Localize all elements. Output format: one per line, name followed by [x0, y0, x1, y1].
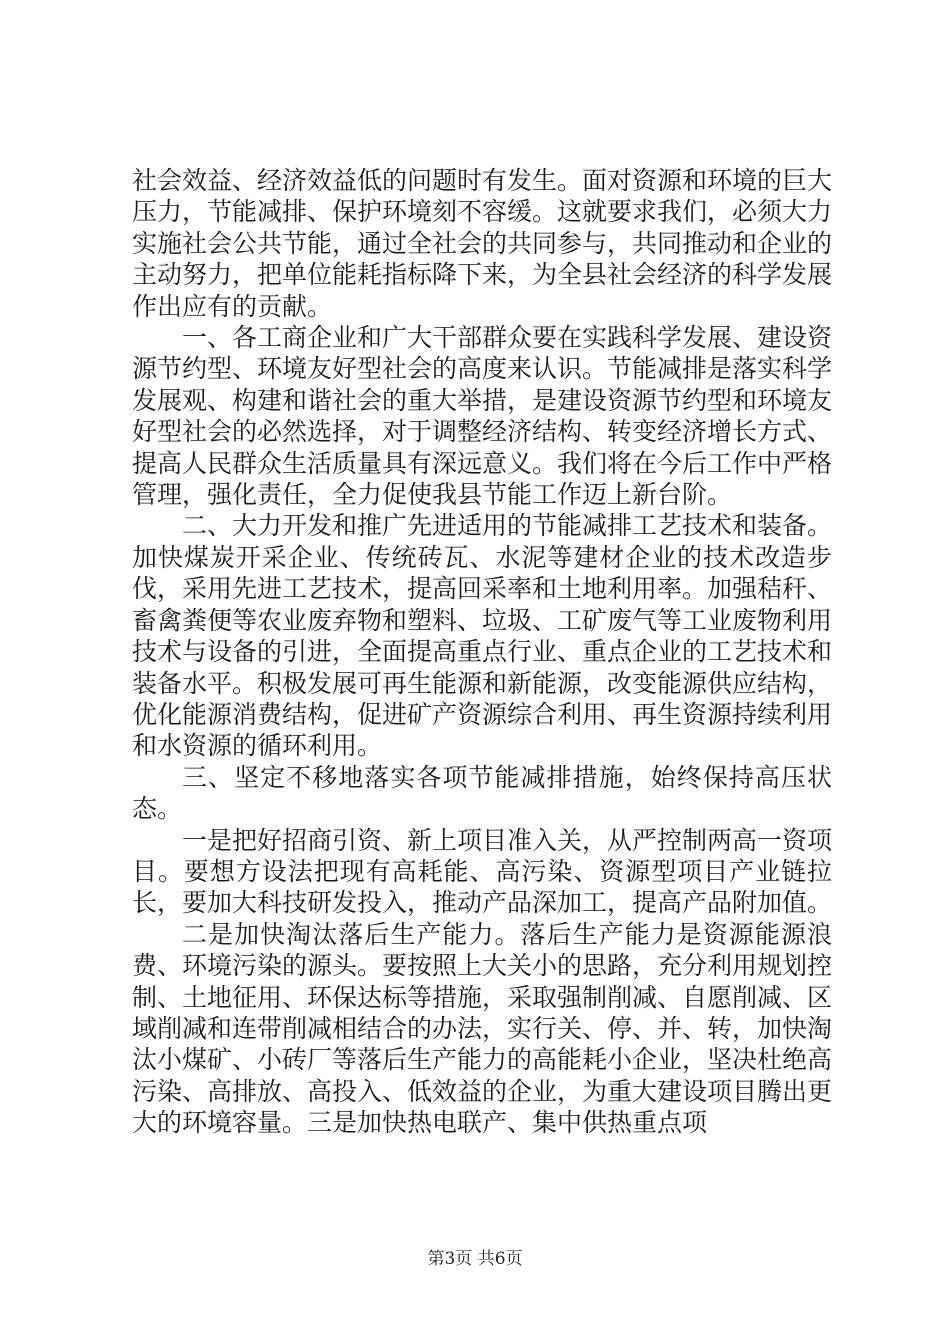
paragraph-item-two: 二是加快淘汰落后生产能力。落后生产能力是资源能源浪费、环境污染的源头。要按照上大关小的思路，充分利用规划控制、土地征用、环保达标等措施，采取强制削减、自愿削减、区域削减和连带削减相结合的办法，实行关、停、并、转，加快淘汰小煤矿、小砖厂等落后生产能力的高能耗小企业，坚决杜绝高污染、高排放、高投入、低效益的企业，为重大建设项目腾出更大的环境容量。三是加快热电联产、集中供热重点项: [132, 919, 833, 1138]
paragraph-section-two: 二、大力开发和推广先进适用的节能减排工艺技术和装备。加快煤炭开采企业、传统砖瓦、水泥等建材企业的技术改造步伐，采用先进工艺技术，提高回采率和土地利用率。加强秸秆、畜禽粪便等农业废弃物和塑料、垃圾、工矿废气等工业废物利用技术与设备的引进，全面提高重点行业、重点企业的工艺技术和装备水平。积极发展可再生能源和新能源，改变能源供应结构，优化能源消费结构，促进矿产资源综合利用、再生资源持续利用和水资源的循环利用。: [132, 511, 833, 761]
paragraph-item-one: 一是把好招商引资、新上项目准入关，从严控制两高一资项目。要想方设法把现有高耗能、高污染、资源型项目产业链拉长，要加大科技研发投入，推动产品深加工，提高产品附加值。: [132, 825, 833, 918]
paragraph-continuation: 社会效益、经济效益低的问题时有发生。面对资源和环境的巨大压力，节能减排、保护环境刻不容缓。这就要求我们，必须大力实施社会公共节能，通过全社会的共同参与，共同推动和企业的主动努力，把单位能耗指标降下来，为全县社会经济的科学发展作出应有的贡献。: [132, 166, 833, 321]
paragraph-section-one: 一、各工商企业和广大干部群众要在实践科学发展、建设资源节约型、环境友好型社会的高度来认识。节能减排是落实科学发展观、构建和谐社会的重大举措，是建设资源节约型和环境友好型社会的必然选择，对于调整经济结构、转变经济增长方式、提高人民群众生活质量具有深远意义。我们将在今后工作中严格管理，强化责任，全力促使我县节能工作迈上新台阶。: [132, 323, 833, 510]
page-number-footer: 第3页 共6页: [427, 1249, 523, 1269]
body-text: [132, 165, 832, 1139]
paragraph-section-three: 三、坚定不移地落实各项节能减排措施，始终保持高压状态。: [132, 762, 832, 824]
